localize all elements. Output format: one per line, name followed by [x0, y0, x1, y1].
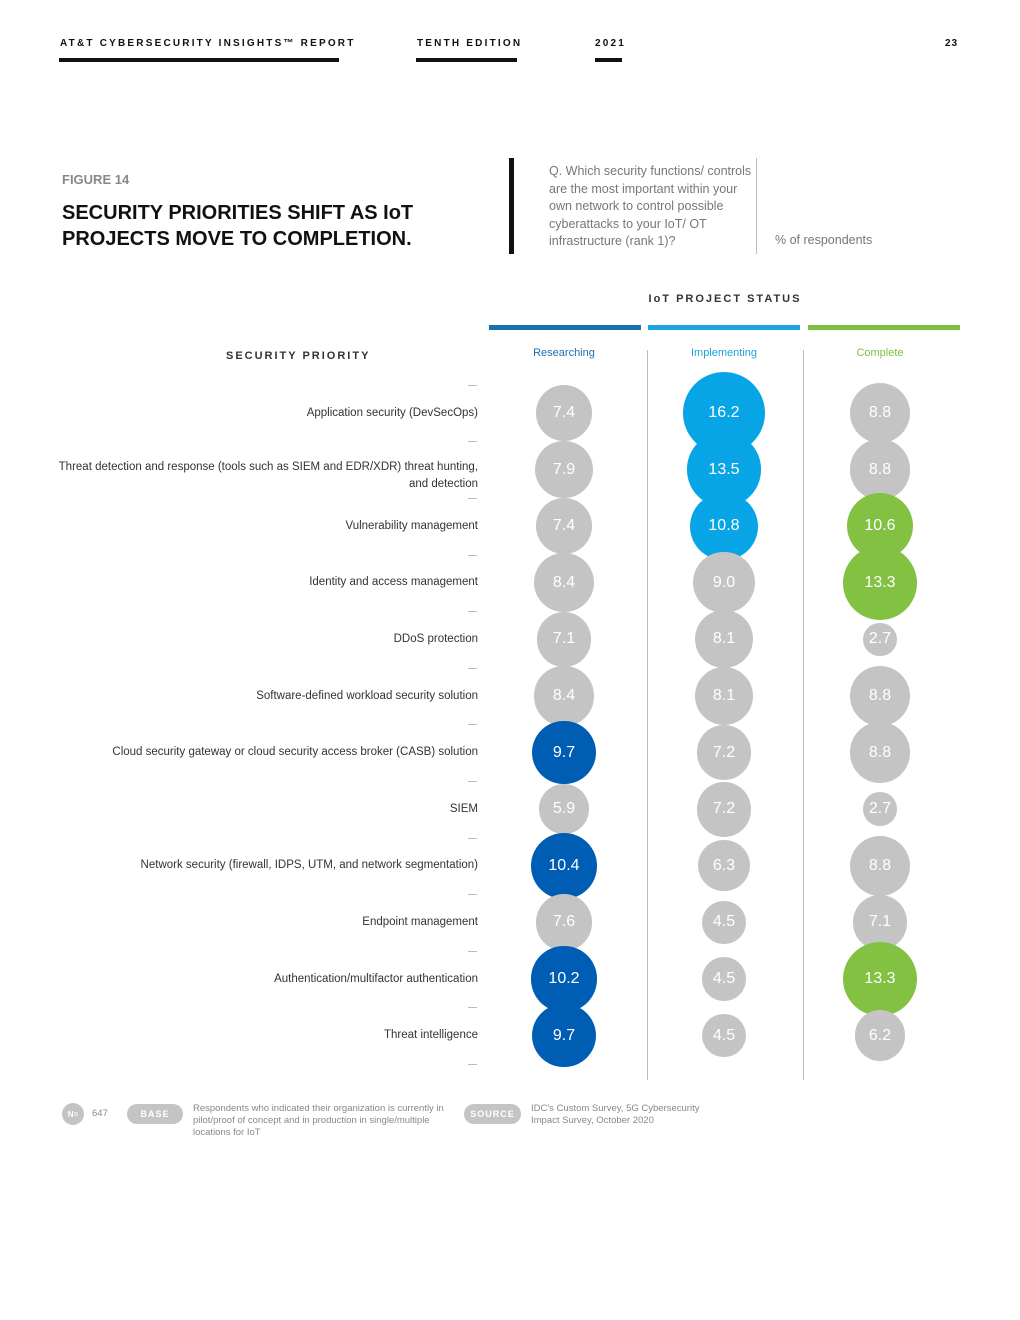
figure-title: SECURITY PRIORITIES SHIFT AS IoT PROJECTS MOVE TO COMPLETION. [62, 202, 414, 250]
column-label-implementing: Implementing [690, 347, 758, 359]
bubble-complete: 8.8 [850, 439, 911, 500]
bubble-implementing: 16.2 [683, 372, 765, 454]
row-label: Endpoint management [362, 916, 478, 928]
row-tick [468, 724, 477, 725]
question-accent-bar [509, 158, 514, 254]
row-tick [468, 1007, 477, 1008]
row-label: Authentication/multifactor authentication [274, 973, 478, 985]
bubble-complete: 2.7 [863, 792, 897, 826]
bubble-researching: 8.4 [534, 553, 593, 612]
row-tick [468, 385, 477, 386]
row-label: Application security (DevSecOps) [306, 407, 478, 419]
row-label: Network security (firewall, IDPS, UTM, and network segmentation) [140, 859, 478, 871]
header-rule [416, 58, 517, 62]
bubble-complete: 8.8 [850, 722, 911, 783]
header-rule [595, 58, 622, 62]
row-tick [468, 951, 477, 952]
bubble-researching: 7.1 [537, 612, 591, 666]
figure-label: FIGURE 14 [62, 172, 130, 187]
bubble-researching: 5.9 [539, 784, 589, 834]
base-text: Respondents who indicated their organization is currently in pilot/proof of concept and in production in single/multiple locations for IoT [193, 1103, 444, 1138]
header-rule [59, 58, 339, 62]
bubble-implementing: 7.2 [697, 725, 752, 780]
bubble-researching: 9.7 [532, 721, 596, 785]
bubble-complete: 8.8 [850, 666, 911, 727]
bubble-complete: 8.8 [850, 836, 911, 897]
bubble-implementing: 7.2 [697, 782, 752, 837]
bubble-implementing: 4.5 [702, 901, 745, 944]
bubble-implementing: 4.5 [702, 1014, 745, 1057]
n-value: 647 [92, 1108, 108, 1119]
column-divider [803, 350, 804, 1080]
bubble-researching: 7.6 [536, 894, 592, 950]
bubble-complete: 8.8 [850, 383, 911, 444]
row-tick [468, 1064, 477, 1065]
row-label: Identity and access management [309, 576, 478, 588]
bubble-researching: 7.4 [536, 498, 591, 553]
column-group-title: IoT PROJECT STATUS [648, 293, 802, 305]
column-label-researching: Researching [533, 347, 595, 359]
bubble-researching: 7.4 [536, 385, 591, 440]
source-badge: SOURCE [464, 1104, 521, 1124]
bubble-researching: 10.4 [531, 833, 597, 899]
row-tick [468, 894, 477, 895]
unit-label: % of respondents [775, 233, 873, 247]
row-label: Vulnerability management [345, 520, 478, 532]
row-label: Cloud security gateway or cloud security access broker (CASB) solution [112, 746, 478, 758]
bubble-complete: 2.7 [863, 623, 897, 657]
row-tick [468, 441, 477, 442]
column-bar-researching [489, 325, 641, 330]
page-number: 23 [945, 38, 959, 49]
bubble-implementing: 8.1 [695, 610, 753, 668]
column-divider [647, 350, 648, 1080]
column-bar-complete [808, 325, 960, 330]
row-tick [468, 668, 477, 669]
row-label: Threat intelligence [384, 1029, 478, 1041]
survey-question: Q. Which security functions/ controls are the most important within your own network to control possible cyberattacks to your IoT/ OT infrastructure (rank 1)? [549, 164, 752, 248]
row-tick [468, 498, 477, 499]
row-label: DDoS protection [393, 633, 478, 645]
source-text: IDC's Custom Survey, 5G Cybersecurity Impact Survey, October 2020 [531, 1103, 700, 1126]
base-badge: BASE [127, 1104, 183, 1124]
bubble-implementing: 13.5 [687, 432, 762, 507]
row-header: SECURITY PRIORITY [226, 350, 371, 362]
bubble-implementing: 6.3 [698, 840, 749, 891]
bubble-complete: 6.2 [855, 1010, 906, 1061]
bubble-implementing: 10.8 [690, 493, 757, 560]
edition-label: TENTH EDITION [417, 38, 523, 49]
row-tick [468, 611, 477, 612]
report-title: AT&T CYBERSECURITY INSIGHTS™ REPORT [60, 38, 356, 49]
bubble-implementing: 9.0 [693, 552, 754, 613]
column-bar-implementing [648, 325, 800, 330]
row-tick [468, 838, 477, 839]
row-label: Threat detection and response (tools such as SIEM and EDR/XDR) threat hunting, and detection [58, 461, 478, 490]
row-tick [468, 781, 477, 782]
bubble-researching: 8.4 [534, 666, 593, 725]
bubble-researching: 7.9 [535, 441, 592, 498]
bubble-implementing: 4.5 [702, 957, 745, 1000]
bubble-complete: 13.3 [843, 942, 917, 1016]
bubble-complete: 7.1 [853, 895, 907, 949]
row-label: SIEM [449, 803, 478, 815]
column-label-complete: Complete [856, 347, 904, 359]
bubble-researching: 9.7 [532, 1004, 596, 1068]
bubble-complete: 10.6 [847, 493, 913, 559]
n-badge: N= [62, 1103, 84, 1125]
question-divider [756, 158, 757, 254]
bubble-researching: 10.2 [531, 946, 596, 1011]
bubble-complete: 13.3 [843, 546, 917, 620]
row-label: Software-defined workload security solution [256, 690, 478, 702]
row-tick [468, 555, 477, 556]
year-label: 2021 [595, 38, 627, 49]
bubble-implementing: 8.1 [695, 667, 753, 725]
